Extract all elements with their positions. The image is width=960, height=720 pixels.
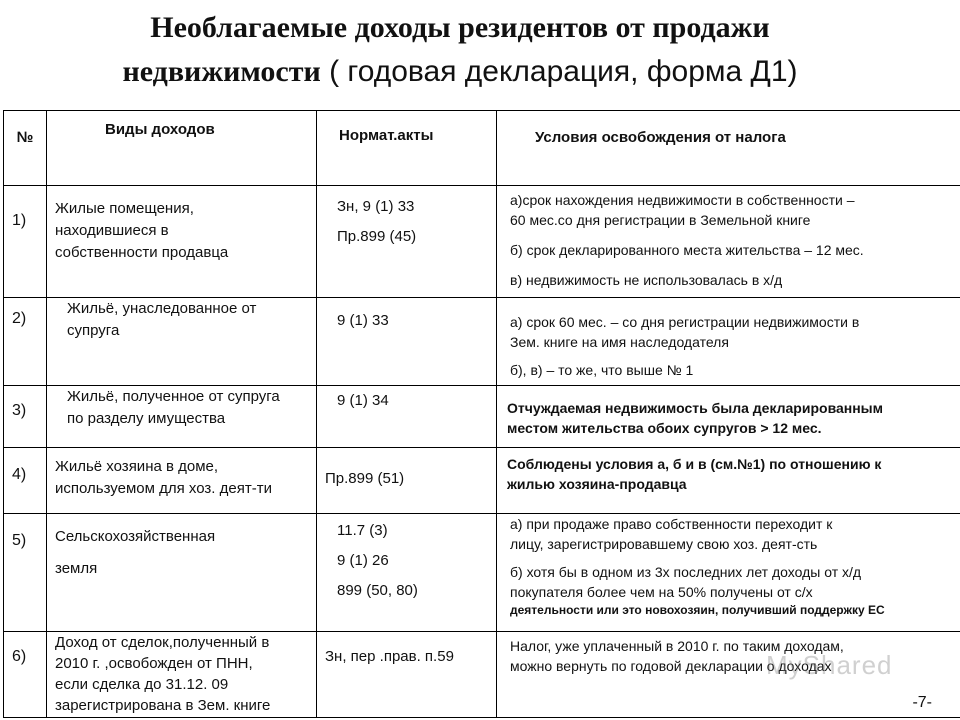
slide-title (0, 6, 920, 94)
kind-line: Жильё, унаследованное от (67, 300, 257, 317)
table-row (4, 186, 960, 298)
cond-line: Зем. книге на имя наследодателя (510, 334, 729, 350)
row-num: 4) (4, 448, 47, 514)
cond-line: можно вернуть по годовой декларации о доходах (510, 658, 832, 674)
table-row (4, 386, 960, 448)
row-kind (47, 514, 317, 632)
cond-line: деятельности или это новохозяин, получивший поддержку ЕС (510, 603, 885, 617)
cond-line: б) срок декларированного места жительства – 12 мес. (510, 242, 864, 258)
cond-line: Соблюдены условия а, б и в (см.№1) по отношению к (507, 456, 882, 472)
page-number: -7- (912, 694, 932, 711)
kind-line: Доход от сделок,полученный в (55, 634, 270, 651)
header-num: № (4, 111, 47, 186)
kind-line: собственности продавца (55, 244, 229, 261)
table-row (4, 298, 960, 386)
cond-line: в) недвижимость не использовалась в х/д (510, 272, 783, 288)
title-bold-word: недвижимости (122, 55, 321, 88)
row-law: 9 (1) 33 (317, 298, 497, 386)
law-line: Зн, 9 (1) 33 (337, 198, 415, 215)
row-cond (497, 186, 960, 298)
kind-line: если сделка до 31.12. 09 (55, 676, 229, 693)
kind-line: зарегистрирована в Зем. книге (55, 697, 271, 714)
kind-line: Сельскохозяйственная (55, 528, 216, 545)
row-num: 5) (4, 514, 47, 632)
row-law (317, 186, 497, 298)
kind-line: Жилые помещения, (55, 200, 194, 217)
cond-line: жилью хозяина-продавца (507, 476, 687, 492)
law-line: 9 (1) 26 (337, 552, 389, 569)
header-kind: Виды доходов (47, 111, 317, 186)
law-line: 11.7 (3) (337, 522, 388, 539)
row-cond (497, 448, 960, 514)
cond-line: а)срок нахождения недвижимости в собственности – (510, 192, 855, 208)
cond-line: а) при продаже право собственности переходит к (510, 516, 833, 532)
row-kind (47, 298, 317, 386)
law-line: Пр.899 (45) (337, 228, 417, 245)
title-line-2 (0, 50, 920, 94)
row-law: Пр.899 (51) (317, 448, 497, 514)
header-cond: Условия освобождения от налога (497, 111, 960, 186)
row-law: Зн, пер .прав. п.59 (317, 632, 497, 718)
row-num: 1) (4, 186, 47, 298)
kind-line: супруга (67, 322, 120, 339)
row-num: 6) (4, 632, 47, 718)
kind-line: земля (55, 560, 98, 577)
kind-line: Жильё хозяина в доме, (55, 458, 219, 475)
row-num: 3) (4, 386, 47, 448)
row-law (317, 514, 497, 632)
row-kind (47, 386, 317, 448)
cond-line: Отчуждаемая недвижимость была декларированным (507, 400, 883, 416)
row-kind (47, 186, 317, 298)
law-line: 899 (50, 80) (337, 582, 418, 599)
table-row (4, 514, 960, 632)
kind-line: 2010 г. ,освобожден от ПНН, (55, 655, 253, 672)
row-num: 2) (4, 298, 47, 386)
header-row (4, 111, 960, 186)
row-kind (47, 448, 317, 514)
cond-line: а) срок 60 мес. – со дня регистрации недвижимости в (510, 314, 860, 330)
row-cond (497, 298, 960, 386)
row-law: 9 (1) 34 (317, 386, 497, 448)
row-cond (497, 386, 960, 448)
cond-line: 60 мес.со дня регистрации в Земельной книге (510, 212, 811, 228)
table-row (4, 448, 960, 514)
row-cond (497, 514, 960, 632)
cond-line: Налог, уже уплаченный в 2010 г. по таким доходам, (510, 638, 844, 654)
cond-line: б), в) – то же, что выше № 1 (510, 362, 694, 378)
header-law: Нормат.акты (317, 111, 497, 186)
cond-line: лицу, зарегистрировавшему свою хоз. деят-сть (510, 536, 818, 552)
cond-line: б) хотя бы в одном из 3х последних лет доходы от х/д (510, 564, 862, 580)
kind-line: по разделу имущества (67, 410, 226, 427)
row-kind (47, 632, 317, 718)
cond-line: покупателя более чем на 50% получены от с/х (510, 584, 813, 600)
kind-line: используемом для хоз. деят-ти (55, 480, 272, 497)
title-line-1: Необлагаемые доходы резидентов от продажи (150, 11, 770, 44)
kind-line: находившиеся в (55, 222, 169, 239)
title-rest: ( годовая декларация, форма Д1) (320, 55, 798, 88)
watermark: MyShared (766, 650, 893, 680)
cond-line: местом жительства обоих супругов > 12 мес. (507, 420, 822, 436)
kind-line: Жильё, полученное от супруга (67, 388, 280, 405)
income-table (3, 110, 960, 718)
